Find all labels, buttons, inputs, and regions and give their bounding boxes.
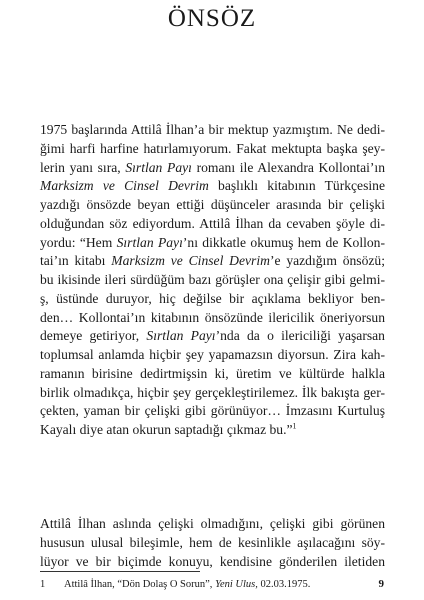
footnote [40, 578, 310, 591]
footnote-source: Yeni Ulus, [215, 579, 258, 590]
text-line [40, 252, 385, 271]
italic-title: Marksizm ve Cinsel Devrim [111, 253, 270, 269]
text-run: toplumsal anlamda hiçbir şey yapamazsın diyorsun. Zira kah- [40, 347, 385, 362]
text-line [40, 140, 385, 159]
italic-title: Sırtlan Payı [146, 328, 216, 344]
page-title: ÖNSÖZ [167, 5, 257, 32]
text-line [40, 215, 385, 234]
text-line [40, 402, 385, 421]
text-run: ramanın birisine dedirtmişsin ki, üretim ve kültürde halkla [40, 365, 385, 381]
text-line [40, 534, 385, 553]
text-line [40, 196, 385, 215]
footnote-date: 02.03.1975. [257, 579, 311, 590]
text-run: romanı ile Alexandra Kollontai’ın [191, 159, 385, 175]
page-number: 9 [378, 578, 384, 590]
text-run: ’nda da o ilericiliği yaşarsan [215, 328, 385, 344]
text-run: ’e yazdığım önsözü; [269, 253, 386, 269]
text-line [40, 159, 385, 178]
text-line [40, 327, 385, 346]
text-line [40, 234, 385, 253]
paragraph-2 [40, 515, 385, 571]
footnote-number: 1 [40, 579, 46, 590]
text-run: olduğundan söz ediyordum. Attilâ İlhan da cevaben şöyle di- [40, 215, 385, 231]
text-run: demeye getiriyor, [40, 328, 147, 344]
text-line [40, 271, 385, 290]
text-run: ş, üstünde duruyor, hiç değilse bir açıklama bekliyor ben- [40, 290, 385, 306]
text-run: lerin yanı sıra, [40, 159, 126, 175]
text-run: birlik olmadıkça, hiçbir şey gerçekleştirilemez. İlk bakışta ger- [40, 384, 385, 400]
text-line [40, 421, 385, 440]
footnote-ref: 1 [292, 421, 297, 431]
text-line [40, 346, 385, 365]
text-line [40, 365, 385, 384]
paragraph-1 [40, 121, 385, 440]
text-run: Kayalı diye atan okurun saptadığı çıkmaz bu.” [40, 422, 293, 437]
text-run: ğimi harfi harfine hatırlamıyorum. Fakat mektupta başka şey- [40, 140, 385, 156]
italic-title: Sırtlan Payı [116, 234, 183, 250]
text-run: den… Kollontai’ın kitabının önsözünde ilericilik öneriyorsun [40, 309, 385, 325]
text-run: tai’ın kitabı [40, 253, 112, 269]
text-line [40, 515, 385, 534]
text-run: başlıklı kitabının Türkçesine [208, 178, 385, 194]
text-run: yazdığı önsözde beyan ettiği düşünceler arasında bir çelişki [40, 197, 385, 212]
text-run: çekten, yaman bir çelişki gibi görünüyor… İmzasını Kurtuluş [40, 403, 385, 419]
text-line [40, 290, 385, 309]
text-line [40, 553, 385, 572]
footnote-text: Attilâ İlhan, “Dön Dolaş O Sorun”, [64, 579, 216, 590]
text-line [40, 121, 385, 140]
text-run: Attilâ İlhan aslında çelişki olmadığını, çelişki gibi görünen [40, 516, 385, 531]
text-line [40, 177, 385, 196]
italic-title: Sırtlan Payı [125, 159, 192, 175]
text-line [40, 309, 385, 328]
text-line [40, 384, 385, 403]
text-run: yordu: “Hem [40, 234, 117, 250]
italic-title: Marksizm ve Cinsel Devrim [40, 178, 209, 194]
text-run: lüyor ve bir biçimde konuyu, kendisine gönderilen iletiden [40, 553, 385, 569]
text-run: 1975 başlarında Attilâ İlhan’a bir mektup yazmıştım. Ne dedi- [40, 122, 385, 137]
text-run: bu ikisinde ileri sürdüğüm bazı görüşler ona çelişir gibi gelmi- [40, 272, 385, 287]
text-run: hususun ulusal bileşimle, hem de kesinlikle aşılacağını söy- [40, 534, 385, 550]
footnote-divider [40, 571, 200, 572]
text-run: ’nı dikkatle okumuş hem de Kollon- [182, 234, 385, 250]
